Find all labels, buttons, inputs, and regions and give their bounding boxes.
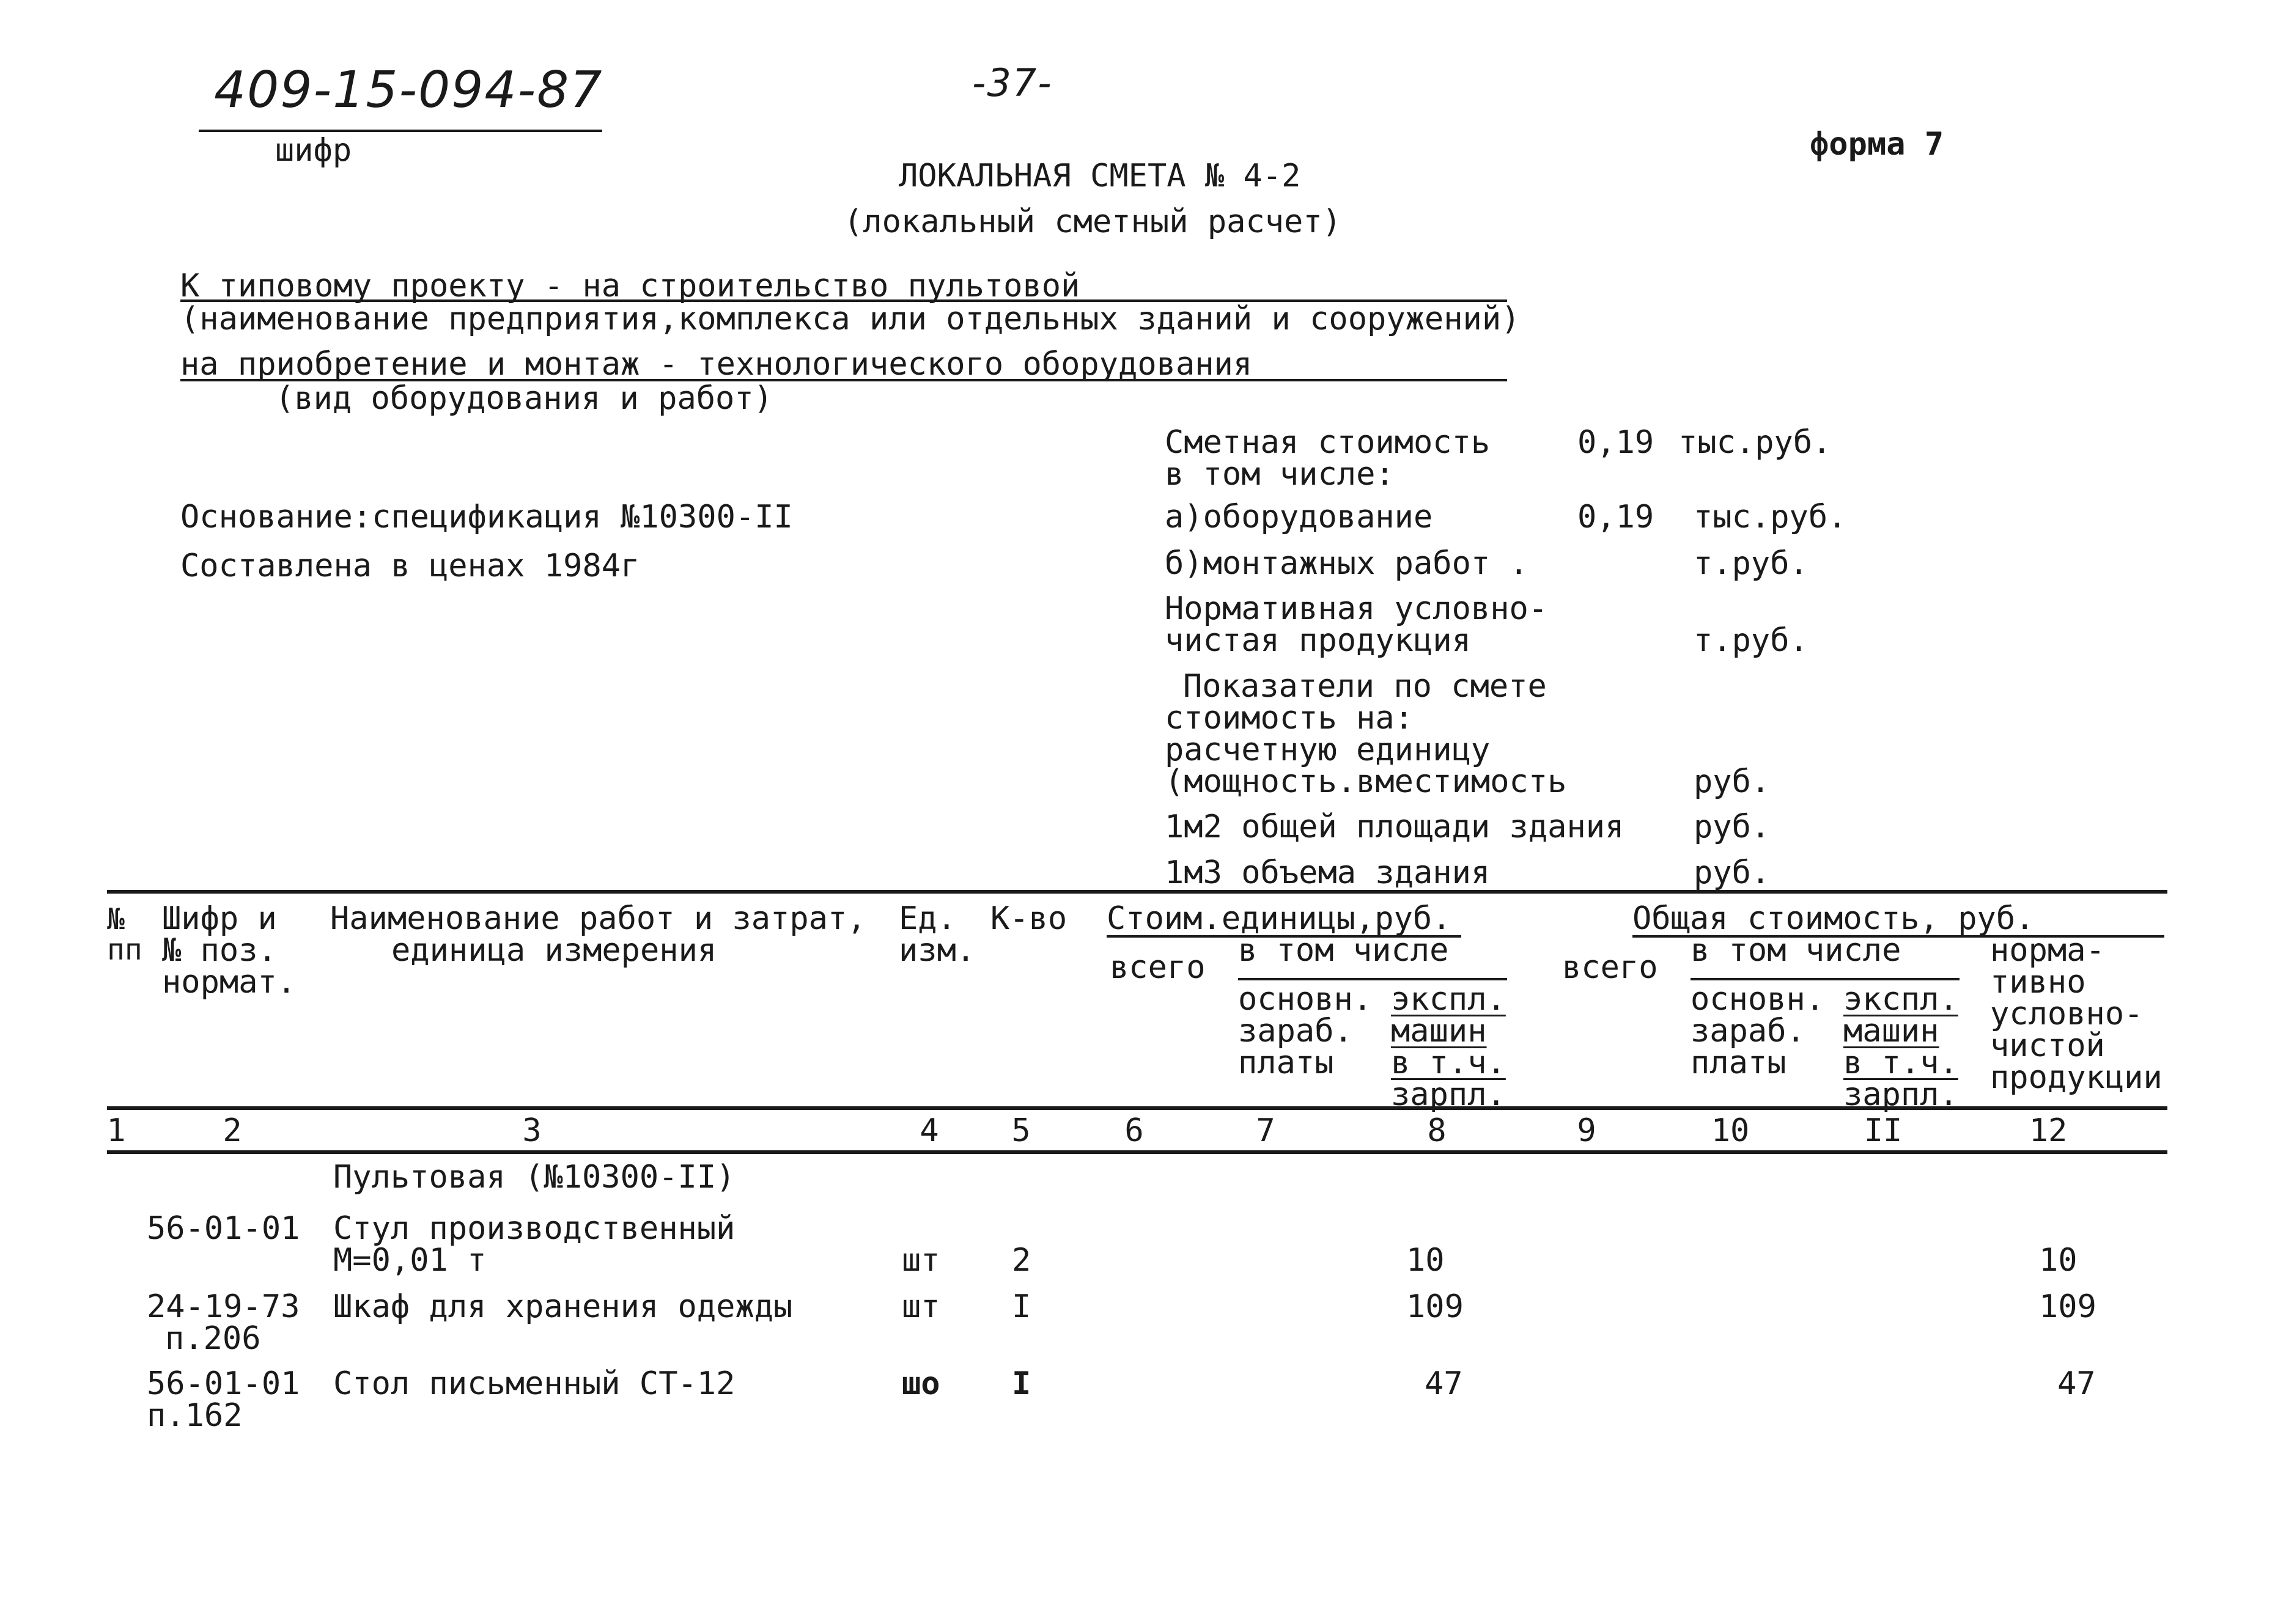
row-code: 56-01-01 [147,1365,300,1402]
install-label: б)монтажных работ . [1165,545,1528,582]
row-name: Стол письменный СТ-12 [333,1365,736,1402]
row-name: Стул производственный [333,1210,736,1247]
header-unit-wage-2: зараб. [1238,1013,1353,1049]
row-name-detail: М=0,01 т [333,1242,487,1279]
cost-unit: тыс.руб. [1678,424,1832,461]
project-line: К типовому проекту - на строительство пультовой [180,268,1080,304]
indicators-3: расчетную единицу [1165,732,1491,768]
header-row-number-1: № [107,902,125,936]
document-code: 409-15-094-87 [214,61,603,119]
row-qty: I [1012,1288,1031,1325]
col-number-9: 9 [1577,1112,1596,1149]
indicators-4: (мощность.вместимость [1165,763,1567,800]
page-title: ЛОКАЛЬНАЯ СМЕТА № 4-2 [899,158,1301,194]
including-label: в том числе: [1165,456,1395,493]
row-norm: 10 [2039,1242,2078,1279]
work-line: на приобретение и монтаж - технологического оборудования [180,346,1253,383]
equipment-value: 0,19 [1577,499,1654,535]
norm-unit: т.руб. [1694,622,1809,659]
install-unit: т.руб. [1694,545,1809,582]
header-unit-mach-3: в т.ч. [1391,1045,1506,1081]
equipment-unit: тыс.руб. [1694,499,1847,535]
header-unit-all: всего [1110,949,1206,986]
col-number-4: 4 [920,1112,939,1149]
total-incl-rule [1691,978,1960,980]
col-number-2: 2 [223,1112,242,1149]
basis-text: Основание:спецификация №10300-II [180,499,793,535]
col-number-5: 5 [1011,1112,1031,1149]
header-qty: К-во [990,900,1067,937]
row-unit-cost-mach: 10 [1406,1242,1445,1279]
col-number-3: 3 [522,1112,542,1149]
unit-incl-rule [1238,978,1507,980]
header-row-number-2: пп [107,933,142,967]
header-unit-wage-1: основн. [1238,981,1373,1018]
volume-unit: руб. [1694,854,1771,891]
cost-label: Сметная стоимость [1165,424,1491,461]
equipment-label: а)оборудование [1165,499,1433,535]
row-unit: шт [902,1242,940,1279]
header-norm-2: тивно [1990,964,2086,1001]
col-number-7: 7 [1256,1112,1275,1149]
row-qty: 2 [1012,1242,1031,1279]
page-subtitle: (локальный сметный расчет) [844,204,1341,240]
norm-label-1: Нормативная условно- [1165,590,1548,627]
header-code-2: № поз. [162,932,277,969]
header-unit-cost: Стоим.единицы,руб. [1107,900,1451,937]
header-total-wage-2: зараб. [1691,1013,1805,1049]
col-numbers-rule [107,1150,2167,1154]
header-norm-3: условно- [1990,996,2144,1032]
area-unit: руб. [1694,809,1771,845]
indicators-2: стоимость на: [1165,700,1414,737]
col-number-12: 12 [2029,1112,2068,1149]
header-unit-mach-2: машин [1391,1013,1487,1049]
header-total-all: всего [1562,949,1658,986]
col-number-10: 10 [1711,1112,1750,1149]
row-unit-cost-mach: 47 [1425,1365,1463,1402]
header-total-mach-4: зарпл. [1843,1076,1958,1113]
header-code-3: нормат. [162,964,297,1001]
header-bottom-rule [107,1106,2167,1110]
header-unit-1: Ед. [899,900,956,937]
header-name-2: единица измерения [391,932,717,969]
header-norm-5: продукции [1990,1059,2163,1096]
col-number-1: 1 [106,1112,126,1149]
header-unit-2: изм. [899,932,976,969]
header-unit-incl: в том числе [1238,932,1449,969]
section-title: Пультовая (№10300-II) [333,1159,736,1196]
header-name-1: Наименование работ и затрат, [330,900,866,937]
header-total-mach-1: экспл. [1843,981,1958,1018]
header-unit-wage-3: платы [1238,1045,1334,1081]
row-name: Шкаф для хранения одежды [333,1288,793,1325]
code-label: шифр [275,132,352,169]
header-total-incl: в том числе [1691,932,1901,969]
row-norm: 47 [2057,1365,2096,1402]
prices-text: Составлена в ценах 1984г [180,548,640,584]
project-caption: (наименование предприятия,комплекса или отдельных зданий и сооружений) [180,301,1521,337]
indicators-1: Показатели по смете [1183,668,1547,705]
row-code: 24-19-73 [147,1288,300,1325]
col-number-8: 8 [1427,1112,1447,1149]
row-qty: I [1012,1365,1031,1402]
header-total-wage-1: основн. [1691,981,1825,1018]
col-number-6: 6 [1124,1112,1144,1149]
row-unit-cost-mach: 109 [1406,1288,1464,1325]
header-unit-mach-4: зарпл. [1391,1076,1506,1113]
row-unit: шо [902,1365,940,1402]
volume-label: 1м3 объема здания [1165,854,1491,891]
page-number: -37- [972,61,1053,105]
row-code-position: п.206 [165,1320,261,1357]
header-code-1: Шифр и [162,900,277,937]
header-norm-4: чистой [1990,1027,2105,1064]
row-unit: шт [902,1288,940,1325]
cost-value: 0,19 [1577,424,1654,461]
form-label: форма 7 [1810,126,1944,163]
row-norm: 109 [2039,1288,2096,1325]
table-top-rule [107,890,2167,894]
work-caption: (вид оборудования и работ) [275,380,773,417]
header-total-mach-3: в т.ч. [1843,1045,1958,1081]
header-total-mach-2: машин [1843,1013,1939,1049]
indicators-unit: руб. [1694,763,1771,800]
code-underline [199,130,602,132]
header-total-cost: Общая стоимость, руб. [1632,900,2035,937]
header-norm-1: норма- [1990,932,2105,969]
norm-label-2: чистая продукция [1165,622,1471,659]
row-code-position: п.162 [147,1397,243,1434]
col-number-11: II [1864,1112,1903,1149]
header-unit-mach-1: экспл. [1391,981,1506,1018]
area-label: 1м2 общей площади здания [1165,809,1624,845]
row-code: 56-01-01 [147,1210,300,1247]
header-total-wage-3: платы [1691,1045,1786,1081]
